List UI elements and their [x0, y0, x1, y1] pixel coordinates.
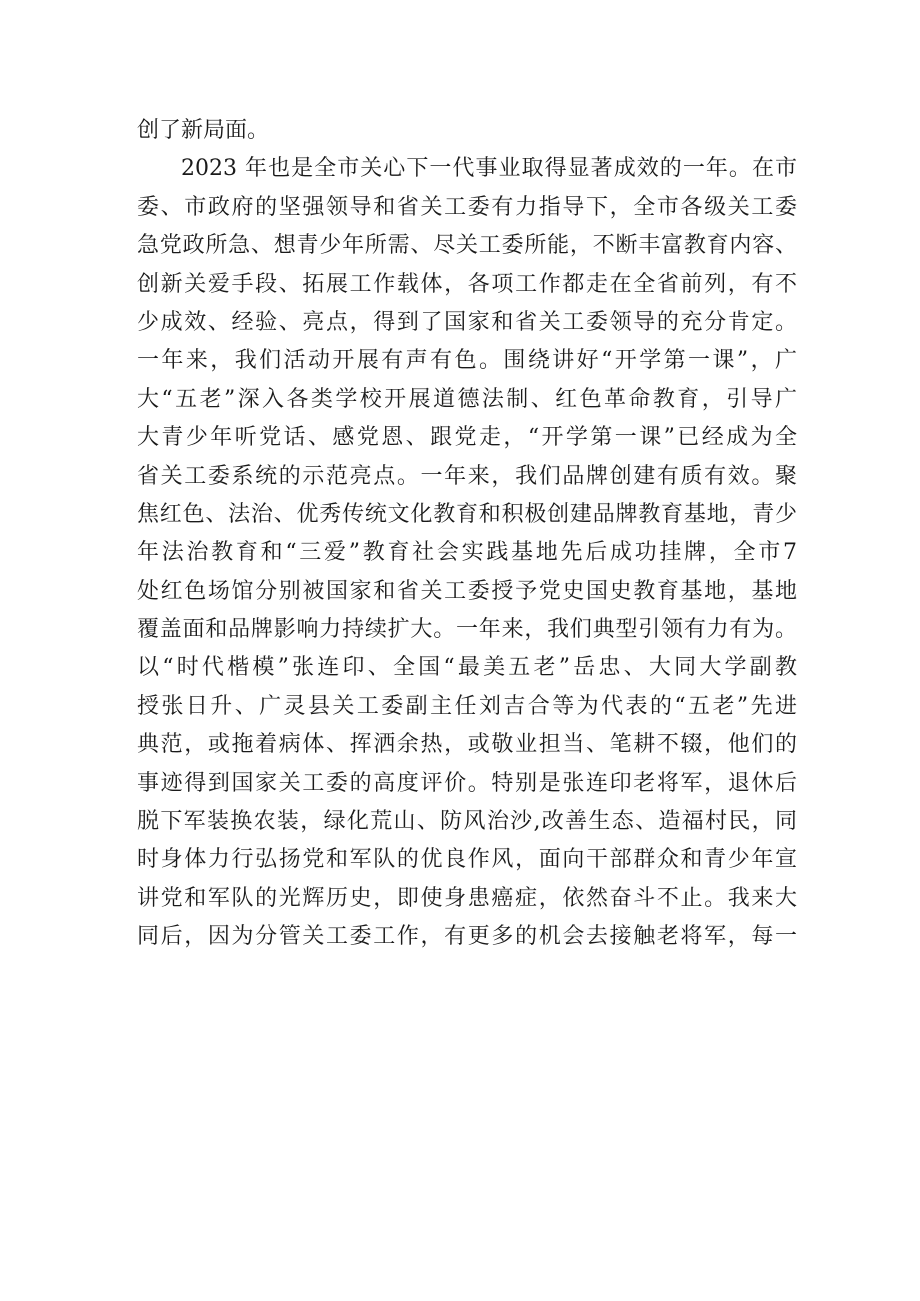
text-line: 事迹得到国家关工委的高度评价。特别是张连印老将军，退休后	[137, 770, 797, 796]
text-line: 创了新局面。	[137, 118, 270, 143]
text-line: 讲党和军队的光辉历史，即使身患癌症，依然奋斗不止。我来大	[137, 885, 797, 911]
text-line: 典范，或拖着病体、挥洒余热，或敬业担当、笔耕不辍，他们的	[137, 732, 797, 758]
text-line: 覆盖面和品牌影响力持续扩大。一年来，我们典型引领有力有为。	[137, 617, 797, 643]
text-line: 脱下军装换农装，绿化荒山、防风治沙,改善生态、造福村民，同	[137, 809, 797, 835]
text-line: 处红色场馆分别被国家和省关工委授予党史国史教育基地，基地	[137, 578, 797, 604]
text-line: 以“时代楷模”张连印、全国“最美五老”岳忠、大同大学副教	[137, 655, 797, 681]
text-line: 年法治教育和“三爱”教育社会实践基地先后成功挂牌，全市7	[137, 540, 797, 566]
text-line: 焦红色、法治、优秀传统文化教育和积极创建品牌教育基地，青少	[137, 501, 797, 527]
text-line: 大青少年听党话、感党恩、跟党走，“开学第一课”已经成为全	[137, 425, 797, 451]
text-line: 少成效、经验、亮点，得到了国家和省关工委领导的充分肯定。	[137, 309, 797, 335]
text-line: 授张日升、广灵县关工委副主任刘吉合等为代表的“五老”先进	[137, 693, 797, 719]
text-line: 一年来，我们活动开展有声有色。围绕讲好“开学第一课”，广	[137, 348, 797, 374]
body-text	[137, 112, 797, 957]
text-line: 同后，因为分管关工委工作，有更多的机会去接触老将军，每一	[137, 924, 797, 950]
text-line: 省关工委系统的示范亮点。一年来，我们品牌创建有质有效。聚	[137, 463, 797, 489]
text-line: 委、市政府的坚强领导和省关工委有力指导下，全市各级关工委	[137, 194, 797, 220]
text-line: 急党政所急、想青少年所需、尽关工委所能，不断丰富教育内容、	[137, 233, 797, 259]
text-line: 大“五老”深入各类学校开展道德法制、红色革命教育，引导广	[137, 386, 797, 412]
text-line: 时身体力行弘扬党和军队的优良作风，面向干部群众和青少年宣	[137, 847, 797, 873]
text-line: 2023 年也是全市关心下一代事业取得显著成效的一年。在市	[181, 156, 797, 182]
text-line: 创新关爱手段、拓展工作载体，各项工作都走在全省前列，有不	[137, 271, 797, 297]
